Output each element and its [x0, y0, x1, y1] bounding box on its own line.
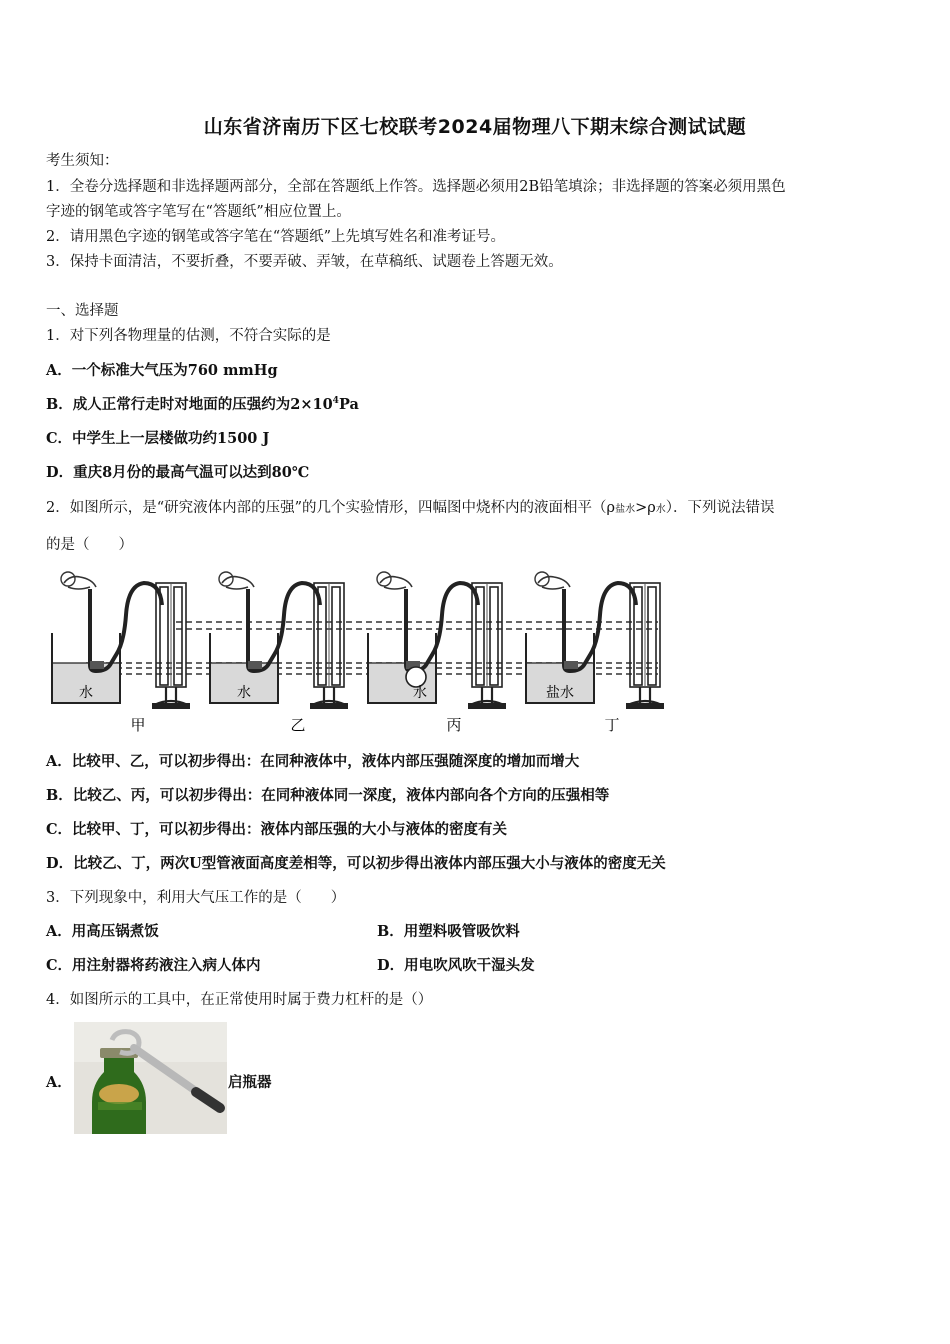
- q1-option-c: C．中学生上一层楼做功约1500 J: [46, 430, 270, 447]
- q1-option-b: B．成人正常行走时对地面的压强约为$2\times 10^4Pa$: [46, 396, 359, 413]
- q3-option-c: C．用注射器将药液注入病人体内: [46, 957, 261, 974]
- q2-stem-cont: 的是（ ）: [46, 537, 133, 553]
- q2-stem: 2．如图所示，是“研究液体内部的压强”的几个实验情形，四幅图中烧杯内的液面相平（ρ盐水>ρ水）．下列说法错误: [46, 500, 775, 516]
- bottle-opener-photo: [74, 1022, 227, 1134]
- q3-option-a: A．用高压锅煮饭: [46, 923, 159, 940]
- q2-option-a: A．比较甲、乙，可以初步得出：在同种液体中，液体内部压强随深度的增加而增大: [46, 753, 580, 770]
- q4-option-a-label: 启瓶器: [228, 1074, 272, 1091]
- q1-option-a: A．一个标准大气压为760 mmHg: [46, 362, 278, 379]
- beaker-label: 水: [413, 685, 427, 701]
- probe-sideways: [406, 667, 426, 687]
- notice-item: 2．请用黑色字迹的钢笔或答字笔在“答题纸”上先填写姓名和准考证号。: [46, 229, 506, 245]
- notice-item: 字迹的钢笔或答字笔写在“答题纸”相应位置上。: [46, 204, 351, 220]
- section-heading: 一、选择题: [46, 303, 119, 319]
- figure-label-bing: 丙: [446, 716, 462, 734]
- beaker-label: 水: [79, 685, 93, 701]
- apparatus-jia: [52, 572, 190, 709]
- notice-item: 3．保持卡面清洁，不要折叠，不要弄破、弄皱，在草稿纸、试题卷上答题无效。: [46, 254, 563, 270]
- q4-option-a-letter: A．: [46, 1074, 72, 1091]
- notice-heading: 考生须知：: [46, 153, 119, 169]
- q2-option-c: C．比较甲、丁，可以初步得出：液体内部压强的大小与液体的密度有关: [46, 821, 508, 838]
- figure-label-yi: 乙: [290, 716, 306, 734]
- q2-option-d: D．比较乙、丁，两次U型管液面高度差相等，可以初步得出液体内部压强大小与液体的密度无关: [46, 855, 666, 872]
- notice-item: 1．全卷分选择题和非选择题两部分，全部在答题纸上作答。选择题必须用2B铅笔填涂；非选择题的答案必须用黑色: [46, 179, 786, 195]
- q4-stem: 4．如图所示的工具中，在正常使用时属于费力杠杆的是（）: [46, 992, 433, 1008]
- q2-option-b: B．比较乙、丙，可以初步得出：在同种液体同一深度，液体内部向各个方向的压强相等: [46, 787, 610, 804]
- q3-stem: 3．下列现象中，利用大气压工作的是（ ）: [46, 890, 346, 906]
- beaker-label: 盐水: [546, 685, 574, 701]
- figure-label-ding: 丁: [604, 716, 620, 734]
- q3-option-b: B．用塑料吸管吸饮料: [377, 923, 520, 940]
- q3-option-d: D．用电吹风吹干湿头发: [377, 957, 535, 974]
- pressure-experiment-figure: [46, 565, 666, 735]
- figure-label-jia: 甲: [130, 716, 146, 734]
- beaker-label: 水: [237, 685, 251, 701]
- q1-stem: 1．对下列各物理量的估测，不符合实际的是: [46, 328, 331, 344]
- q1-option-d: D．重庆8月份的最高气温可以达到80℃: [46, 464, 310, 481]
- page-title: 山东省济南历下区七校联考2024届物理八下期末综合测试试题: [203, 116, 747, 138]
